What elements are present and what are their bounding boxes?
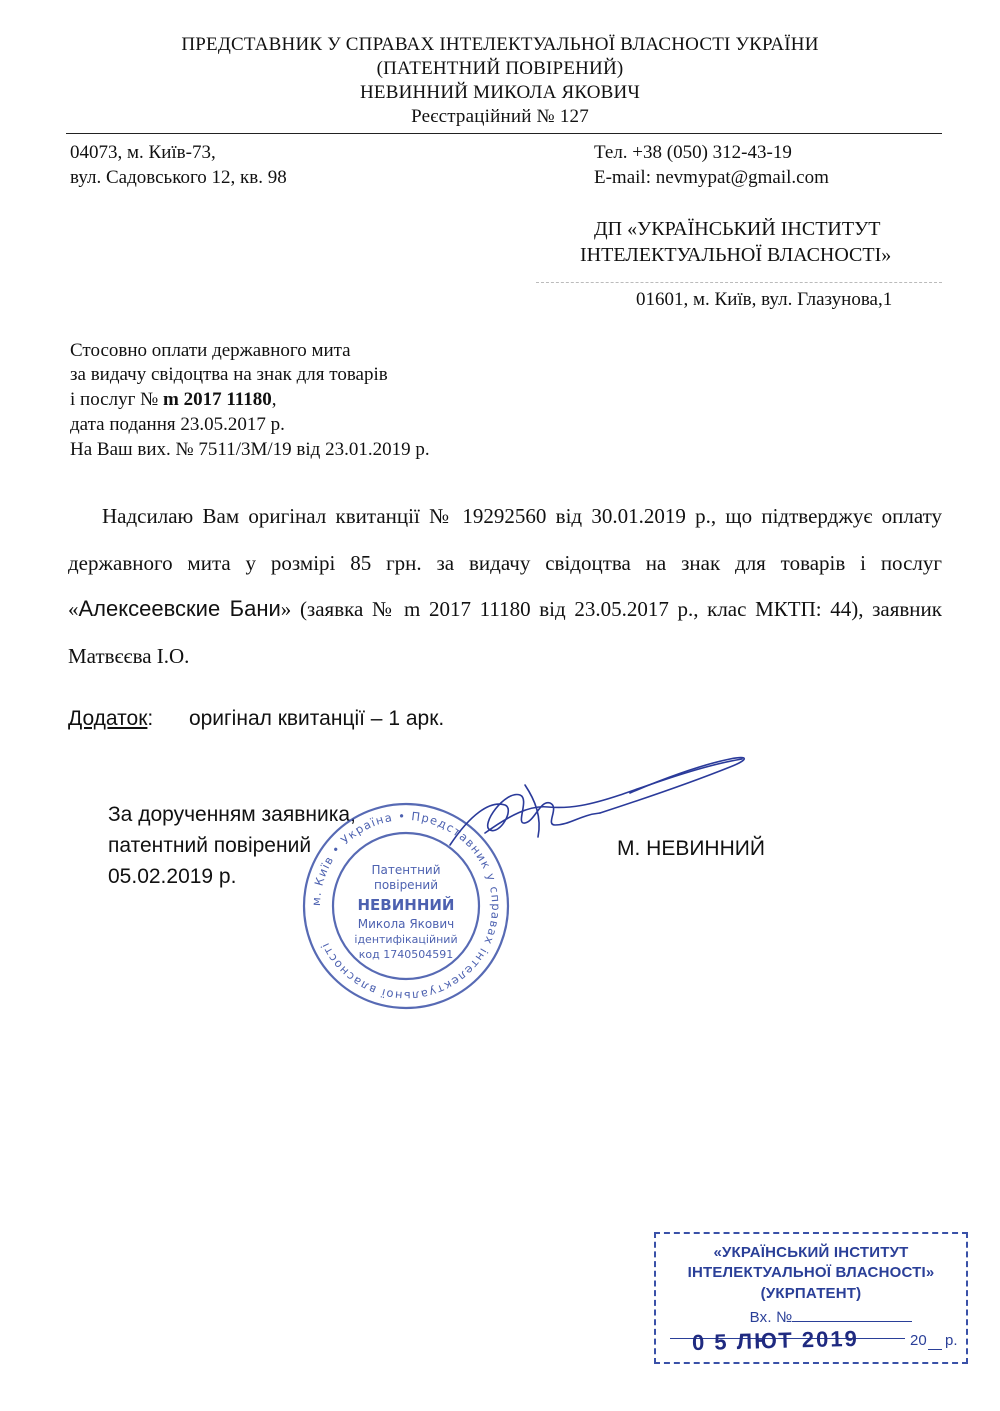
seal-line5: ідентифікаційний	[354, 933, 458, 946]
signatory-name: М. НЕВИННИЙ	[617, 837, 765, 860]
incoming-stamp-line2: ІНТЕЛЕКТУАЛЬНОЇ ВЛАСНОСТІ»	[687, 1264, 935, 1281]
seal-line2: повірений	[373, 878, 439, 892]
attachment-line	[68, 707, 444, 731]
subject-line2: за видачу свідоцтва на знак для товарів	[70, 364, 388, 385]
seal-line4: Микола Якович	[357, 917, 455, 931]
seal-line1: Патентний	[371, 863, 441, 877]
incoming-year-suffix: р.	[945, 1332, 958, 1349]
handwritten-signature	[430, 745, 760, 855]
incoming-number-row	[656, 1307, 966, 1326]
recipient-name-line2: ІНТЕЛЕКТУАЛЬНОЇ ВЛАСНОСТІ»	[580, 244, 892, 266]
body-part2: » (заявка № m 2017 11180 від 23.05.2017 р., клас МКТП: 44), заявник Матвєєва І.О.	[68, 597, 942, 668]
letterhead-name: НЕВИННИЙ МИКОЛА ЯКОВИЧ	[359, 82, 641, 103]
trademark-name: Алексеевские Бани	[78, 596, 281, 621]
application-number: m 2017 11180	[163, 389, 272, 410]
incoming-date-stamp: 0 5 ЛЮТ 2019	[691, 1325, 860, 1356]
attachment-label: Додаток	[68, 707, 148, 730]
sender-address-line2: вул. Садовського 12, кв. 98	[70, 167, 287, 188]
letterhead-divider	[66, 133, 942, 134]
subject-line3-prefix: і послуг №	[70, 389, 164, 410]
letterhead-title: ПРЕДСТАВНИК У СПРАВАХ ІНТЕЛЕКТУАЛЬНОЇ ВЛАСНОСТІ УКРАЇНИ	[181, 34, 819, 55]
sender-email: E-mail: nevmypat@gmail.com	[594, 167, 829, 188]
subject-line4: дата подання 23.05.2017 р.	[70, 414, 285, 435]
letterhead-registration: Реєстраційний № 127	[411, 106, 589, 127]
sender-phone: Тел. +38 (050) 312-43-19	[594, 142, 792, 163]
signature-date: 05.02.2019 р.	[108, 865, 237, 888]
incoming-stamp-line3: (УКРПАТЕНТ)	[760, 1285, 862, 1302]
body-part1: Надсилаю Вам оригінал квитанції № 19292560 від 30.01.2019 р., що підтверджує оплату державного мита у розмірі 85 грн. за видачу свідоцтва на знак для товарів і послуг «	[68, 504, 942, 621]
signature-line1: За дорученням заявника,	[108, 803, 356, 826]
recipient-address: 01601, м. Київ, вул. Глазунова,1	[636, 289, 893, 310]
incoming-stamp-line1: «УКРАЇНСЬКИЙ ІНСТИТУТ	[713, 1244, 909, 1261]
letterhead-role: (ПАТЕНТНИЙ ПОВІРЕНИЙ)	[376, 58, 624, 79]
incoming-date-row	[670, 1325, 960, 1356]
subject-line3-suffix: ,	[271, 389, 277, 410]
body-paragraph	[68, 493, 942, 679]
incoming-number-label: Вх. №	[749, 1309, 793, 1326]
seal-line3: НЕВИННИЙ	[357, 896, 455, 914]
recipient-name-line1: ДП «УКРАЇНСЬКИЙ ІНСТИТУТ	[594, 218, 881, 240]
sender-address-line1: 04073, м. Київ-73,	[70, 142, 216, 163]
signature-line2: патентний повірений	[108, 834, 312, 857]
recipient-divider	[536, 282, 942, 283]
attachment-text: оригінал квитанції – 1 арк.	[188, 707, 445, 730]
incoming-registration-stamp	[654, 1232, 968, 1364]
seal-ring-text: м. Київ • Україна • Представник у справах інтелектуальної власності	[308, 808, 504, 1004]
attachment-colon: :	[147, 707, 154, 730]
seal-line6: код 1740504591	[358, 948, 454, 961]
subject-line5: На Ваш вих. № 7511/3М/19 від 23.01.2019 р.	[70, 439, 430, 460]
subject-line1: Стосовно оплати державного мита	[70, 340, 351, 361]
subject-line3	[70, 386, 277, 413]
incoming-year-prefix: 20	[910, 1332, 927, 1349]
